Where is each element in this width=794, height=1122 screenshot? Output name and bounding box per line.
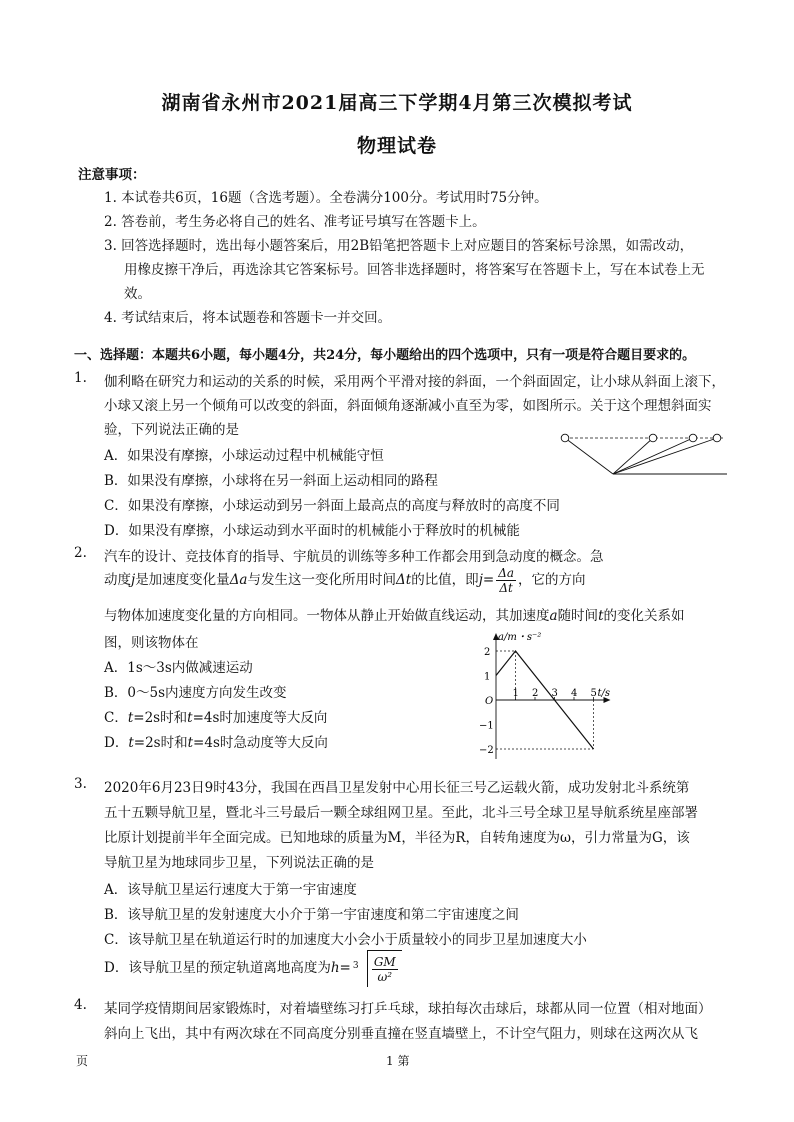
ball xyxy=(713,434,721,442)
text: 的比值，即 xyxy=(411,572,479,588)
question-number: 3. xyxy=(74,776,87,792)
x-tick-label: 3 xyxy=(551,688,558,699)
var-a: a xyxy=(549,608,558,624)
question-number: 2. xyxy=(74,545,87,561)
var-t: t xyxy=(128,735,134,751)
notice-heading: 注意事项： xyxy=(78,167,146,183)
exam-title: 湖南省永州市2021届高三下学期4月第三次模拟考试 xyxy=(161,92,633,114)
y-axis-label: a/m・s⁻² xyxy=(498,632,542,643)
option-c: C．如果没有摩擦，小球运动到另一斜面上最高点的高度与释放时的高度不同 xyxy=(104,498,560,514)
option-a: A．1s～3s内做减速运动 xyxy=(104,660,253,676)
option-b: B．0～5s内速度方向发生改变 xyxy=(104,685,287,701)
option-d xyxy=(104,950,402,987)
root-index: 3 xyxy=(352,961,359,971)
text: ，它的方向 xyxy=(518,572,586,588)
var-t: t xyxy=(187,710,193,726)
notice-item: 4. 考试结束后，将本试题卷和答题卡一并交回。 xyxy=(104,310,392,326)
incline-1 xyxy=(613,438,653,474)
fraction-denominator: Δt xyxy=(499,581,513,595)
text: =4s时急动度等大反向 xyxy=(193,735,328,751)
fraction-numerator: GM xyxy=(373,955,396,969)
option-d: D．如果没有摩擦，小球运动到水平面时的机械能小于释放时的机械能 xyxy=(104,523,520,539)
question-text: 五十五颗导航卫星，暨北斗三号最后一颗全球组网卫星。至此，北斗三号全球卫星导航系统星座部署 xyxy=(104,805,698,821)
x-tick-label: 2 xyxy=(532,688,539,699)
question-text: 伽利略在研究力和运动的关系的时候，采用两个平滑对接的斜面，一个斜面固定，让小球从斜面上滚下， xyxy=(104,374,725,390)
footer-left: 页 xyxy=(76,1054,89,1068)
question-text: 验，下列说法正确的是 xyxy=(104,422,239,438)
var-t: t xyxy=(187,735,194,751)
var-delta-t: Δt xyxy=(396,572,412,588)
question-text: 导航卫星为地球同步卫星，下列说法正确的是 xyxy=(104,855,374,871)
origin-label: O xyxy=(485,696,494,707)
text: D． xyxy=(104,735,129,751)
exam-subtitle: 物理试卷 xyxy=(356,135,437,157)
incline-2 xyxy=(613,438,693,474)
incline-figure xyxy=(555,428,735,482)
fixed-incline xyxy=(565,438,613,474)
question-text-with-formula xyxy=(104,566,586,595)
ball xyxy=(561,434,569,442)
jerk-fraction xyxy=(496,566,516,595)
text: D．该导航卫星的预定轨道离地高度为 xyxy=(104,960,331,976)
notice-item-cont: 效。 xyxy=(124,286,151,302)
x-tick-label: 1 xyxy=(512,688,519,699)
text: C． xyxy=(104,710,128,726)
cube-root xyxy=(353,950,402,987)
var-t: t xyxy=(127,710,134,726)
y-tick-label: 2 xyxy=(484,647,491,658)
notice-item-cont: 用橡皮擦干净后，再选涂其它答案标号。回答非选择题时，将答案写在答题卡上，写在本试卷上无 xyxy=(124,262,705,278)
x-tick-label: 4 xyxy=(571,688,578,699)
text: 随时间 xyxy=(557,608,599,624)
y-tick-label: −2 xyxy=(479,745,494,756)
question-text: 汽车的设计、竞技体育的指导、宇航员的训练等多种工作都会用到急动度的概念。急 xyxy=(104,549,604,565)
question-number: 1. xyxy=(74,370,87,386)
notice-item: 3. 回答选择题时，选出每小题答案后，用2B铅笔把答题卡上对应题目的答案标号涂黑，如需改动， xyxy=(104,238,694,254)
text: =4s时加速度等大反向 xyxy=(192,710,328,726)
var-delta-a: Δa xyxy=(229,572,248,588)
text: 是加速度变化量 xyxy=(135,572,230,588)
option-b: B．如果没有摩擦，小球将在另一斜面上运动相同的路程 xyxy=(104,473,438,489)
y-tick-label: −1 xyxy=(479,720,494,732)
acceleration-time-chart xyxy=(470,628,630,760)
text: 动度 xyxy=(104,572,131,588)
question-text: 某同学疫情期间居家锻炼时，对着墙壁练习打乒乓球，球拍每次击球后，球都从同一位置（相对地面） xyxy=(104,1001,712,1017)
question-text xyxy=(104,604,685,624)
question-text: 2020年6月23日9时43分，我国在西昌卫星发射中心用长征三号乙运载火箭，成功发射北斗系统第 xyxy=(104,780,690,796)
fraction-denominator: ω² xyxy=(377,970,393,984)
ball xyxy=(649,434,657,442)
x-tick-label: 5 xyxy=(590,688,597,699)
x-axis-label: t/s xyxy=(597,688,611,699)
notice-item: 1. 本试卷共6页，16题（含选考题）。全卷满分100分。考试用时75分钟。 xyxy=(104,190,548,206)
ball xyxy=(689,434,697,442)
text: = xyxy=(339,960,351,976)
text: 与发生这一变化所用时间 xyxy=(247,572,396,588)
option-a: A．如果没有摩擦，小球运动过程中机械能守恒 xyxy=(104,448,384,464)
text: 与物体加速度变化量的方向相同。一物体从静止开始做直线运动，其加速度 xyxy=(104,608,550,624)
fraction-numerator: Δa xyxy=(498,566,515,580)
option-a: A．该导航卫星运行速度大于第一宇宙速度 xyxy=(104,882,357,898)
question-text: 小球又滚上另一个倾角可以改变的斜面，斜面倾角逐渐减小直至为零，如图所示。关于这个理想斜面实 xyxy=(104,398,712,414)
question-text: 斜向上飞出，其中有两次球在不同高度分别垂直撞在竖直墙壁上，不计空气阻力，则球在这两次从飞 xyxy=(104,1026,698,1042)
var-j: j xyxy=(131,572,136,588)
gm-fraction xyxy=(372,955,398,984)
option-c: C．该导航卫星在轨道运行时的加速度大小会小于质量较小的同步卫星加速度大小 xyxy=(104,932,587,948)
option-b: B．该导航卫星的发射速度大小介于第一宇宙速度和第二宇宙速度之间 xyxy=(104,907,519,923)
notice-item: 2. 答卷前，考生务必将自己的姓名、准考证号填写在答题卡上。 xyxy=(104,214,486,230)
question-text: 比原计划提前半年全面完成。已知地球的质量为M，半径为R，自转角速度为ω，引力常量为G，该 xyxy=(104,830,690,846)
var-h: h xyxy=(330,960,340,976)
formula-lhs: j= xyxy=(478,572,495,588)
question-text: 图，则该物体在 xyxy=(104,635,199,651)
var-t: t xyxy=(598,608,604,624)
text: =2s时和 xyxy=(133,735,188,751)
page-number: 1 第 xyxy=(386,1054,410,1068)
question-number: 4. xyxy=(74,997,87,1013)
incline-3 xyxy=(613,438,717,474)
text: =2s时和 xyxy=(133,710,188,726)
option-d xyxy=(104,731,328,751)
y-tick-label: 1 xyxy=(484,671,491,683)
text: 的变化关系如 xyxy=(603,608,685,624)
section-heading: 一、选择题：本题共6小题，每小题4分，共24分，每小题给出的四个选项中，只有一项是符合题目要求的。 xyxy=(74,348,696,363)
option-c xyxy=(104,706,327,726)
root-body xyxy=(367,950,402,987)
